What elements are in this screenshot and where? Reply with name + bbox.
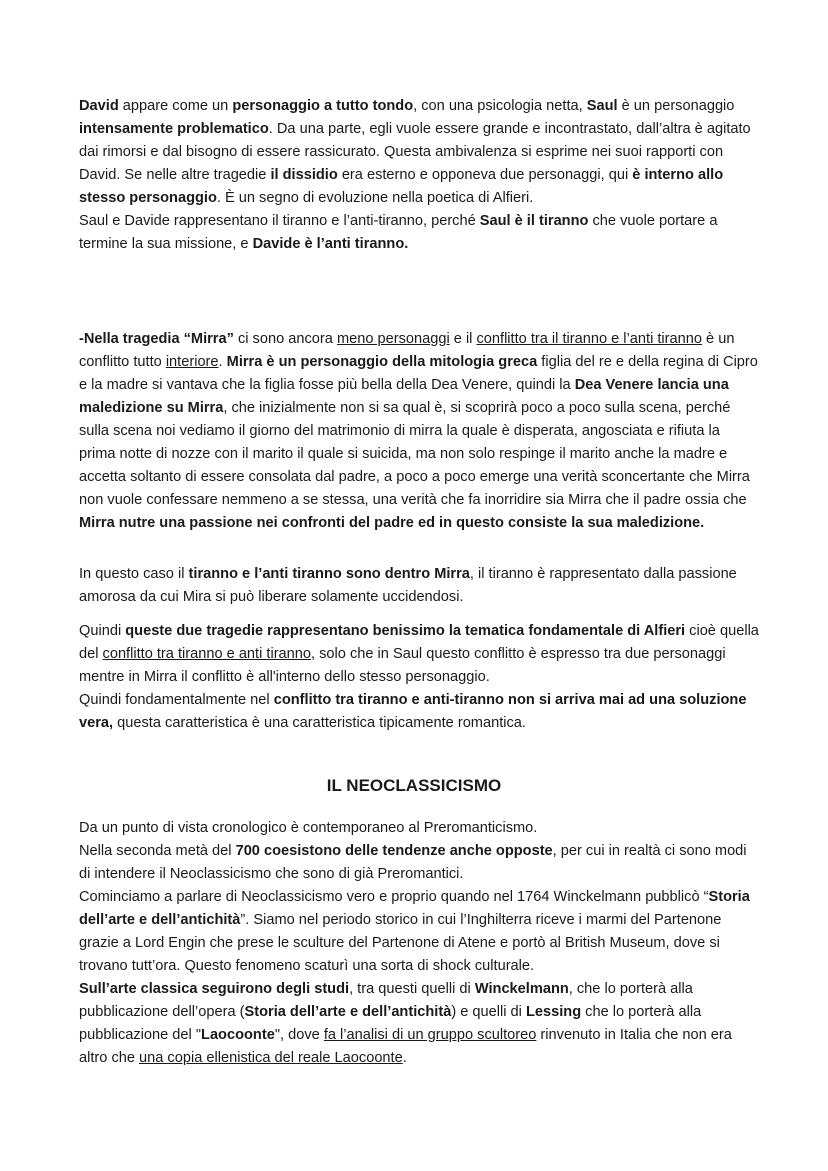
text-run: che vuole portare a termine la sua missione, e	[79, 213, 718, 252]
bold-text: Laocoonte	[201, 1027, 275, 1043]
bold-text: David	[79, 98, 119, 114]
underlined-text: meno personaggi	[336, 331, 450, 347]
bold-text: queste due tragedie rappresentano benissimo la tematica fondamentale di Alfieri	[125, 623, 686, 639]
text-run: ) e quelli di	[451, 1004, 526, 1020]
paragraph-tiranno-mirra	[79, 563, 759, 609]
text-run: Quindi fondamentalmente nel	[79, 692, 274, 708]
bold-text: il dissidio	[270, 167, 338, 183]
text-run: questa caratteristica è una caratteristica tipicamente romantica.	[113, 715, 526, 731]
underlined-text: interiore	[165, 354, 219, 370]
text-run: , tra questi quelli di	[349, 981, 475, 997]
bold-text: Lessing	[525, 1004, 582, 1020]
text-run: appare come un	[118, 98, 233, 114]
underlined-text: fa l’analisi di un gruppo scultoreo	[323, 1027, 537, 1043]
text-run: In questo caso il	[79, 566, 189, 582]
bold-text: -Nella tragedia “Mirra”	[79, 331, 234, 347]
text-run: e il	[449, 331, 477, 347]
bold-text: conflitto tra tiranno e anti-tiranno non si arriva mai ad una soluzione vera,	[79, 692, 747, 731]
section-heading: IL NEOCLASSICISMO	[326, 776, 502, 795]
text-run: .	[402, 1050, 407, 1066]
text-run: Saul e Davide rappresentano il tiranno e l’anti-tiranno, perché	[79, 213, 480, 229]
text-run: rinvenuto in Italia che non era altro che	[79, 1027, 732, 1066]
text-run: . È un segno di evoluzione nella poetica di Alfieri.	[216, 190, 534, 206]
text-run: ", dove	[274, 1027, 324, 1043]
text-run: , che lo porterà alla pubblicazione dell’opera (	[79, 981, 693, 1020]
text-run: Quindi	[79, 623, 126, 639]
underlined-text: conflitto tra tiranno e anti tiranno	[102, 646, 312, 662]
paragraph-conclusione	[79, 620, 759, 735]
paragraph-neoclassicismo	[79, 817, 759, 1070]
paragraph-mirra	[79, 328, 759, 535]
bold-text: Mirra è un personaggio della mitologia greca	[226, 354, 538, 370]
bold-text: Saul è il tiranno	[479, 213, 589, 229]
text-run: cioè quella del	[79, 623, 759, 662]
text-run: .	[218, 354, 227, 370]
text-run: ci sono ancora	[233, 331, 337, 347]
text-run: che lo porterà alla pubblicazione del "	[79, 1004, 702, 1043]
bold-text: Sull’arte classica seguirono degli studi	[79, 981, 350, 997]
text-run: Nella seconda metà del	[79, 843, 236, 859]
text-run: , solo che in Saul questo conflitto è espresso tra due personaggi mentre in Mirra il conflitto è all'interno dello stesso personaggio.	[79, 646, 726, 685]
bold-text: 700 coesistono delle tendenze anche opposte	[235, 843, 553, 859]
text-run: Cominciamo a parlare di Neoclassicismo vero e proprio quando nel 1764 Winckelmann pubblicò “	[79, 889, 709, 905]
bold-text: è interno allo stesso personaggio	[79, 167, 724, 206]
underlined-text: conflitto tra il tiranno e l’anti tiranno	[476, 331, 702, 347]
text-run: , con una psicologia netta,	[413, 98, 587, 114]
underlined-text: una copia ellenistica del reale Laocoonte	[139, 1050, 403, 1066]
text-run: figlia del re e della regina di Cipro e la madre si vantava che la figlia fosse più bella della Dea Venere, quindi la	[79, 354, 758, 393]
text-run: ”. Siamo nel periodo storico in cui l’Inghilterra riceve i marmi del Partenone grazie a Lord Engin che prese le sculture del Partenone di Atene e portò al British Museum, dove si trovano tutt’ora. Questo fenomeno scaturì una sorta di shock culturale.	[79, 912, 722, 974]
text-run: . Da una parte, egli vuole essere grande e incontrastato, dall’altra è agitato dai rimorsi e dal bisogno di essere rassicurato. Questa ambivalenza si esprime nei suoi rapporti con David. Se nelle altre tragedie	[79, 121, 751, 183]
bold-text: Dea Venere lancia una maledizione su Mirra	[79, 377, 729, 416]
text-run: è un personaggio	[617, 98, 735, 114]
text-run: era esterno e opponeva due personaggi, qui	[337, 167, 633, 183]
paragraph-saul-david	[79, 95, 759, 256]
bold-text: Winckelmann	[474, 981, 569, 997]
text-run: , per cui in realtà ci sono modi di intendere il Neoclassicismo che sono di già Preromantici.	[79, 843, 747, 882]
bold-text: intensamente problematico	[79, 121, 269, 137]
bold-text: tiranno e l’anti tiranno sono dentro Mirra	[188, 566, 470, 582]
bold-text: Storia dell’arte e dell’antichità	[79, 889, 750, 928]
bold-text: personaggio a tutto tondo	[232, 98, 414, 114]
text-run: , che inizialmente non si sa qual è, si scoprirà poco a poco sulla scena, perché sulla scena noi vediamo il giorno del matrimonio di mirra la quale è disperata, angosciata e rifiuta la prima notte di nozze con il marito il quale si suicida, ma non solo respinge il marito anche la madre e accetta soltanto di essere consolata dal padre, a poco a poco emerge una verità sconcertante che Mirra non vuole confessare nemmeno a se stessa, una verità che fa inorridire sia Mirra che il padre ossia che	[79, 400, 750, 508]
text-run: è un conflitto tutto	[79, 331, 735, 370]
bold-text: Saul	[586, 98, 618, 114]
bold-text: Storia dell’arte e dell’antichità	[244, 1004, 452, 1020]
bold-text: Mirra nutre una passione nei confronti del padre ed in questo consiste la sua maledizione.	[79, 515, 705, 531]
text-run: Da un punto di vista cronologico è contemporaneo al Preromanticismo.	[79, 820, 538, 836]
bold-text: Davide è l’anti tiranno.	[252, 236, 409, 252]
text-run: , il tiranno è rappresentato dalla passione amorosa da cui Mira si può liberare solamente uccidendosi.	[79, 566, 737, 605]
